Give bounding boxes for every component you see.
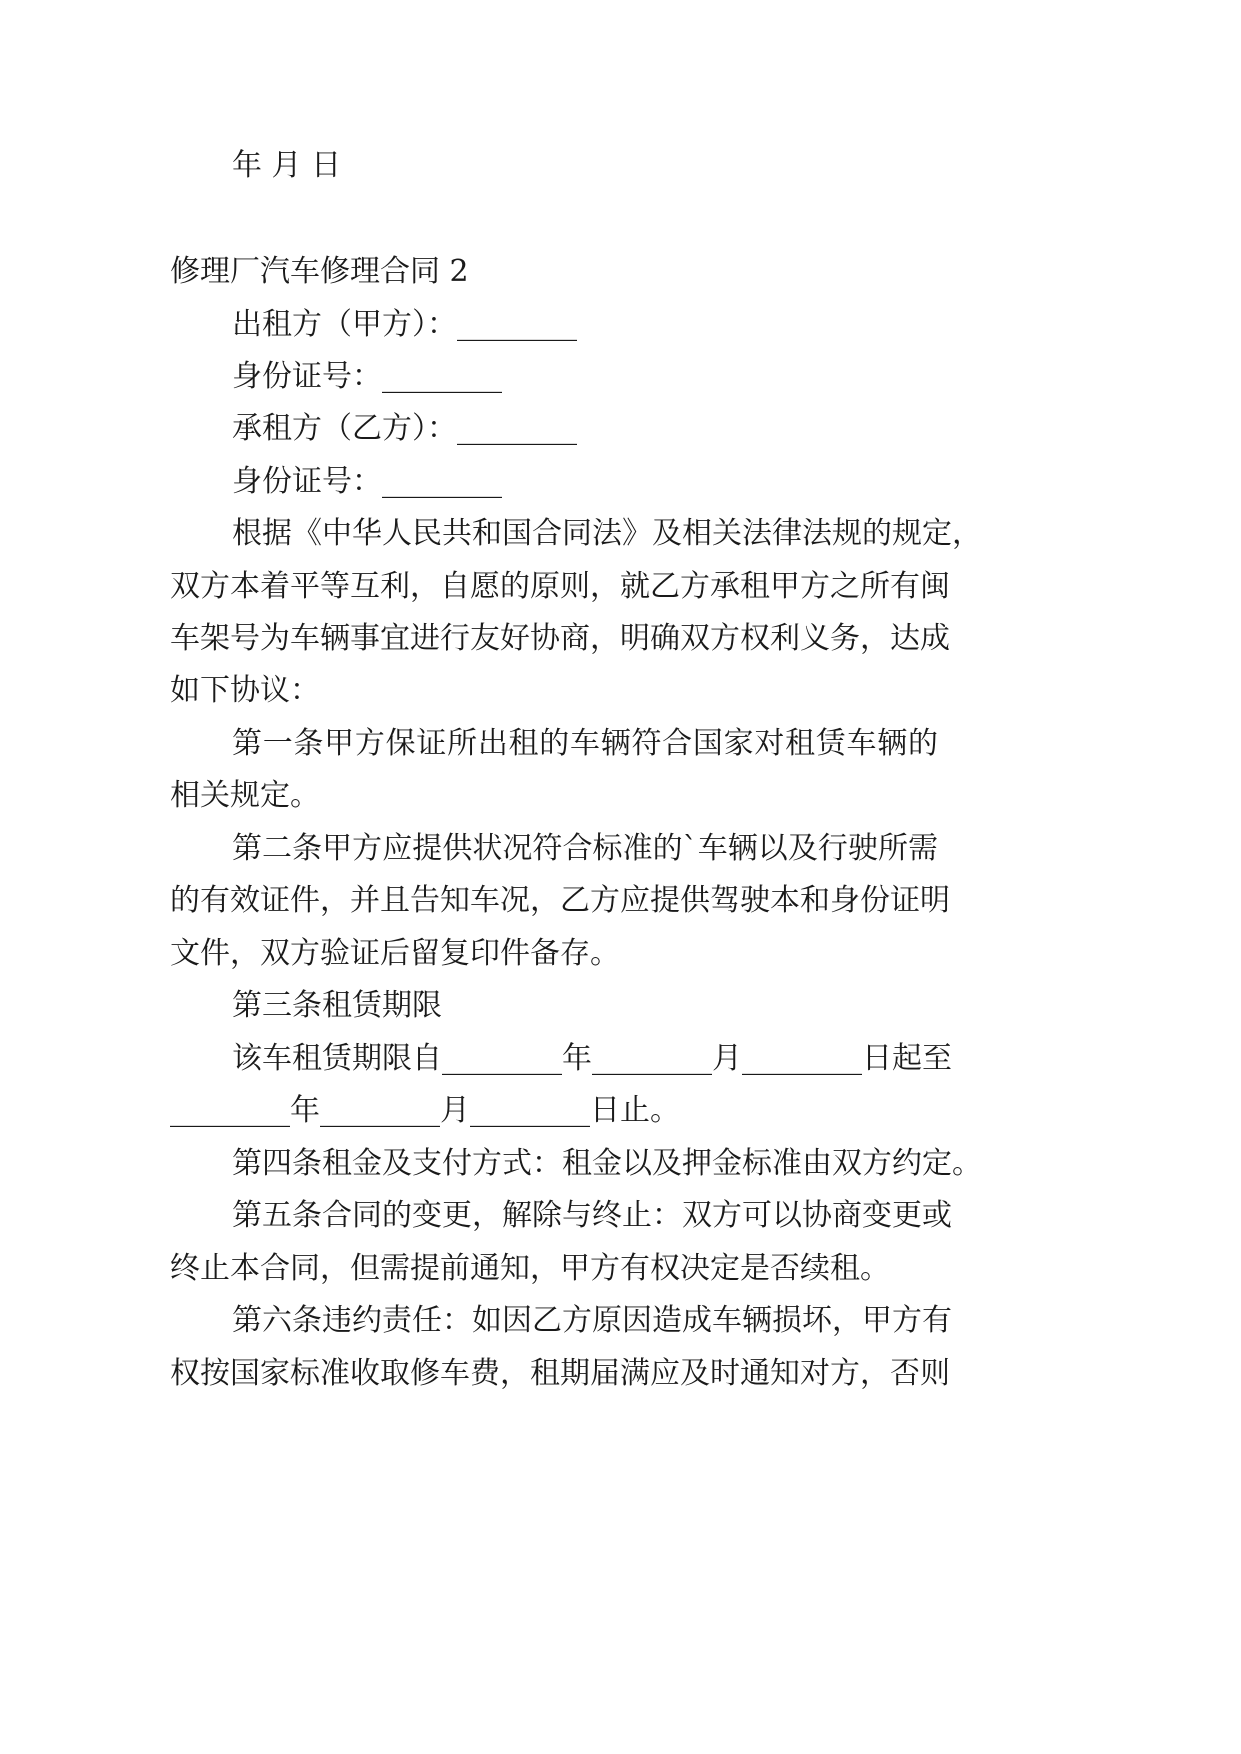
lessor-line: 出租方（甲方）：________ [232,307,577,342]
article1-line-2: 相关规定。 [170,778,320,813]
document-title: 修理厂汽车修理合同 2 [170,254,469,289]
lessor-id-line: 身份证号：________ [232,359,502,394]
article3-line-1: 该车租赁期限自________年________月________日起至 [232,1041,952,1076]
article6-line-1: 第六条违约责任：如因乙方原因造成车辆损坏，甲方有 [232,1303,952,1338]
article2-line-3: 文件，双方验证后留复印件备存。 [170,936,620,971]
preamble-line-2: 双方本着平等互利，自愿的原则，就乙方承租甲方之所有闽 [170,569,950,604]
lessee-id-line: 身份证号：________ [232,464,502,499]
preamble-line-1: 根据《中华人民共和国合同法》及相关法律法规的规定， [232,516,982,551]
article5-line-1: 第五条合同的变更，解除与终止：双方可以协商变更或 [232,1198,952,1233]
lessee-line: 承租方（乙方）：________ [232,411,577,446]
date-line: 年 月 日 [232,148,342,183]
preamble-line-4: 如下协议： [170,673,320,708]
article6-line-2: 权按国家标准收取修车费，租期届满应及时通知对方，否则 [170,1356,950,1391]
article2-line-2: 的有效证件，并且告知车况，乙方应提供驾驶本和身份证明 [170,883,950,918]
preamble-line-3: 车架号为车辆事宜进行友好协商，明确双方权利义务，达成 [170,621,950,656]
article5-line-2: 终止本合同，但需提前通知，甲方有权决定是否续租。 [170,1251,890,1286]
article3-line-2: ________年________月________日止。 [170,1093,680,1128]
article1-line-1: 第一条甲方保证所出租的车辆符合国家对租赁车辆的 [232,726,938,761]
article4-line: 第四条租金及支付方式：租金以及押金标准由双方约定。 [232,1146,982,1181]
article2-line-1: 第二条甲方应提供状况符合标准的`车辆以及行驶所需 [232,831,938,866]
article3-title: 第三条租赁期限 [232,988,442,1023]
